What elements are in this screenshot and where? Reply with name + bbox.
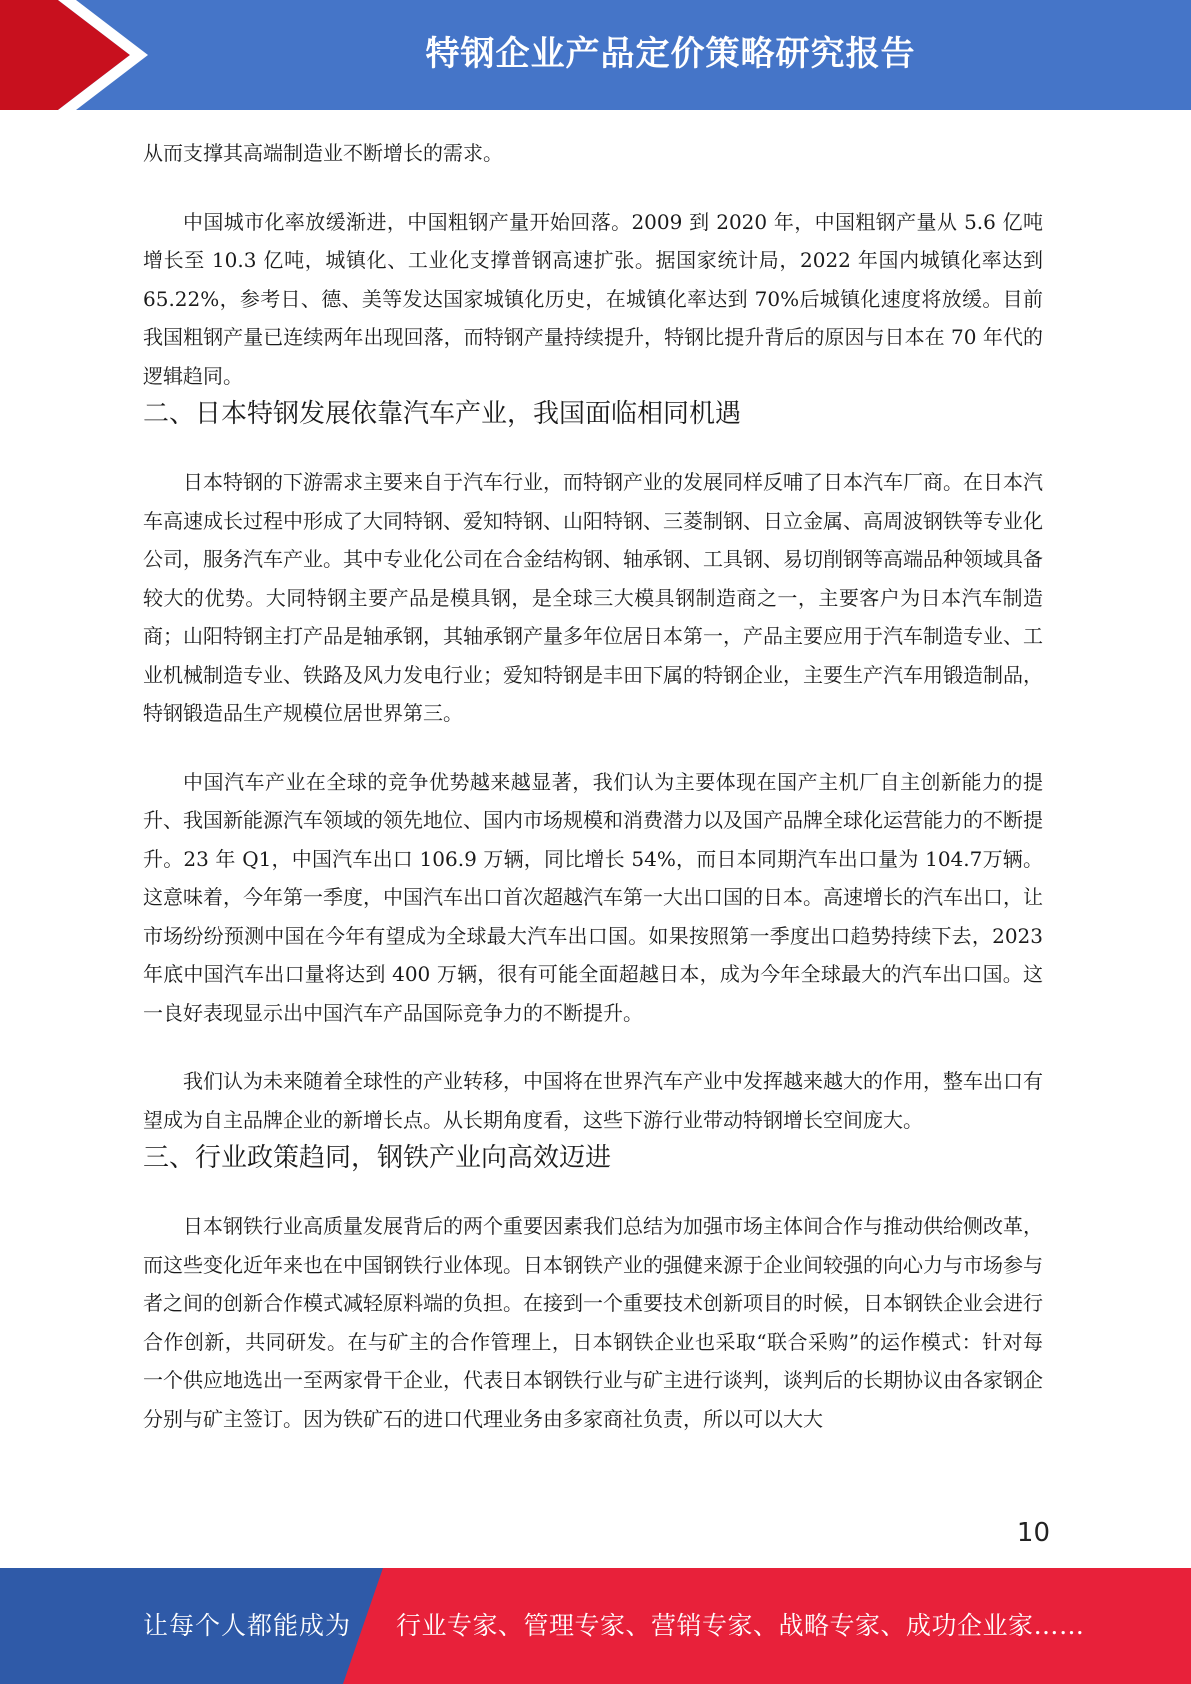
page-number: 10 (1016, 1518, 1050, 1548)
footer-slogan-right: 行业专家、管理专家、营销专家、战略专家、成功企业家…… (396, 1611, 1085, 1640)
page-footer (0, 1568, 1191, 1684)
document-body (143, 134, 1043, 1438)
section-heading-3: 三、行业政策趋同，钢铁产业向高效迈进 (143, 1143, 612, 1173)
footer-slogan-left: 让每个人都能成为 (143, 1611, 352, 1640)
section-heading-2: 二、日本特钢发展依靠汽车产业，我国面临相同机遇 (143, 399, 742, 429)
paragraph-industry-policy: 日本钢铁行业高质量发展背后的两个重要因素我们总结为加强市场主体间合作与推动供给侧改革，而这些变化近年来也在中国钢铁行业体现。日本钢铁产业的强健来源于企业间较强的向心力与市场参与者之间的创新合作模式减轻原料端的负担。在接到一个重要技术创新项目的时候，日本钢铁企业会进行合作创新，共同研发。在与矿主的合作管理上，日本钢铁企业也采取“联合采购”的运作模式：针对每一个供应地选出一至两家骨干企业，代表日本钢铁行业与矿主进行谈判，谈判后的长期协议由各家钢企分别与矿主签订。因为铁矿石的进口代理业务由多家商社负责，所以可以大大 (143, 1214, 1043, 1431)
header-title: 特钢企业产品定价策略研究报告 (425, 34, 916, 74)
header-red-arrow (0, 0, 130, 110)
paragraph-continuation: 从而支撑其高端制造业不断增长的需求。 (143, 141, 503, 165)
paragraph-outlook: 我们认为未来随着全球性的产业转移，中国将在世界汽车产业中发挥越来越大的作用，整车出口有望成为自主品牌企业的新增长点。从长期角度看，这些下游行业带动特钢增长空间庞大。 (143, 1069, 1043, 1132)
paragraph-japan-special-steel: 日本特钢的下游需求主要来自于汽车行业，而特钢产业的发展同样反哺了日本汽车厂商。在日本汽车高速成长过程中形成了大同特钢、爱知特钢、山阳特钢、三菱制钢、日立金属、高周波钢铁等专业化公司，服务汽车产业。其中专业化公司在合金结构钢、轴承钢、工具钢、易切削钢等高端品种领域具备较大的优势。大同特钢主要产品是模具钢，是全球三大模具钢制造商之一，主要客户为日本汽车制造商；山阳特钢主打产品是轴承钢，其轴承钢产量多年位居日本第一，产品主要应用于汽车制造专业、工业机械制造专业、铁路及风力发电行业；爱知特钢是丰田下属的特钢企业，主要生产汽车用锻造制品，特钢锻造品生产规模位居世界第三。 (143, 470, 1043, 725)
page-header (0, 0, 1191, 110)
paragraph-urbanization: 中国城市化率放缓渐进，中国粗钢产量开始回落。2009 到 2020 年，中国粗钢产量从 5.6 亿吨增长至 10.3 亿吨，城镇化、工业化支撑普钢高速扩张。据国家统计局，2022 年国内城镇化率达到65.22%，参考日、德、美等发达国家城镇化历史，在城镇化率达到 70%后城镇化速度将放缓。目前我国粗钢产量已连续两年出现回落，而特钢产量持续提升，特钢比提升背后的原因与日本在 70 年代的逻辑趋同。 (143, 209, 1043, 388)
paragraph-china-auto: 中国汽车产业在全球的竞争优势越来越显著，我们认为主要体现在国产主机厂自主创新能力的提升、我国新能源汽车领域的领先地位、国内市场规模和消费潜力以及国产品牌全球化运营能力的不断提升。23 年 Q1，中国汽车出口 106.9 万辆，同比增长 54%，而日本同期汽车出口量为 104.7万辆。这意味着，今年第一季度，中国汽车出口首次超越汽车第一大出口国的日本。高速增长的汽车出口，让市场纷纷预测中国在今年有望成为全球最大汽车出口国。如果按照第一季度出口趋势持续下去，2023 年底中国汽车出口量将达到 400 万辆，很有可能全面超越日本，成为今年全球最大的汽车出口国。这一良好表现显示出中国汽车产品国际竞争力的不断提升。 (143, 769, 1043, 1025)
